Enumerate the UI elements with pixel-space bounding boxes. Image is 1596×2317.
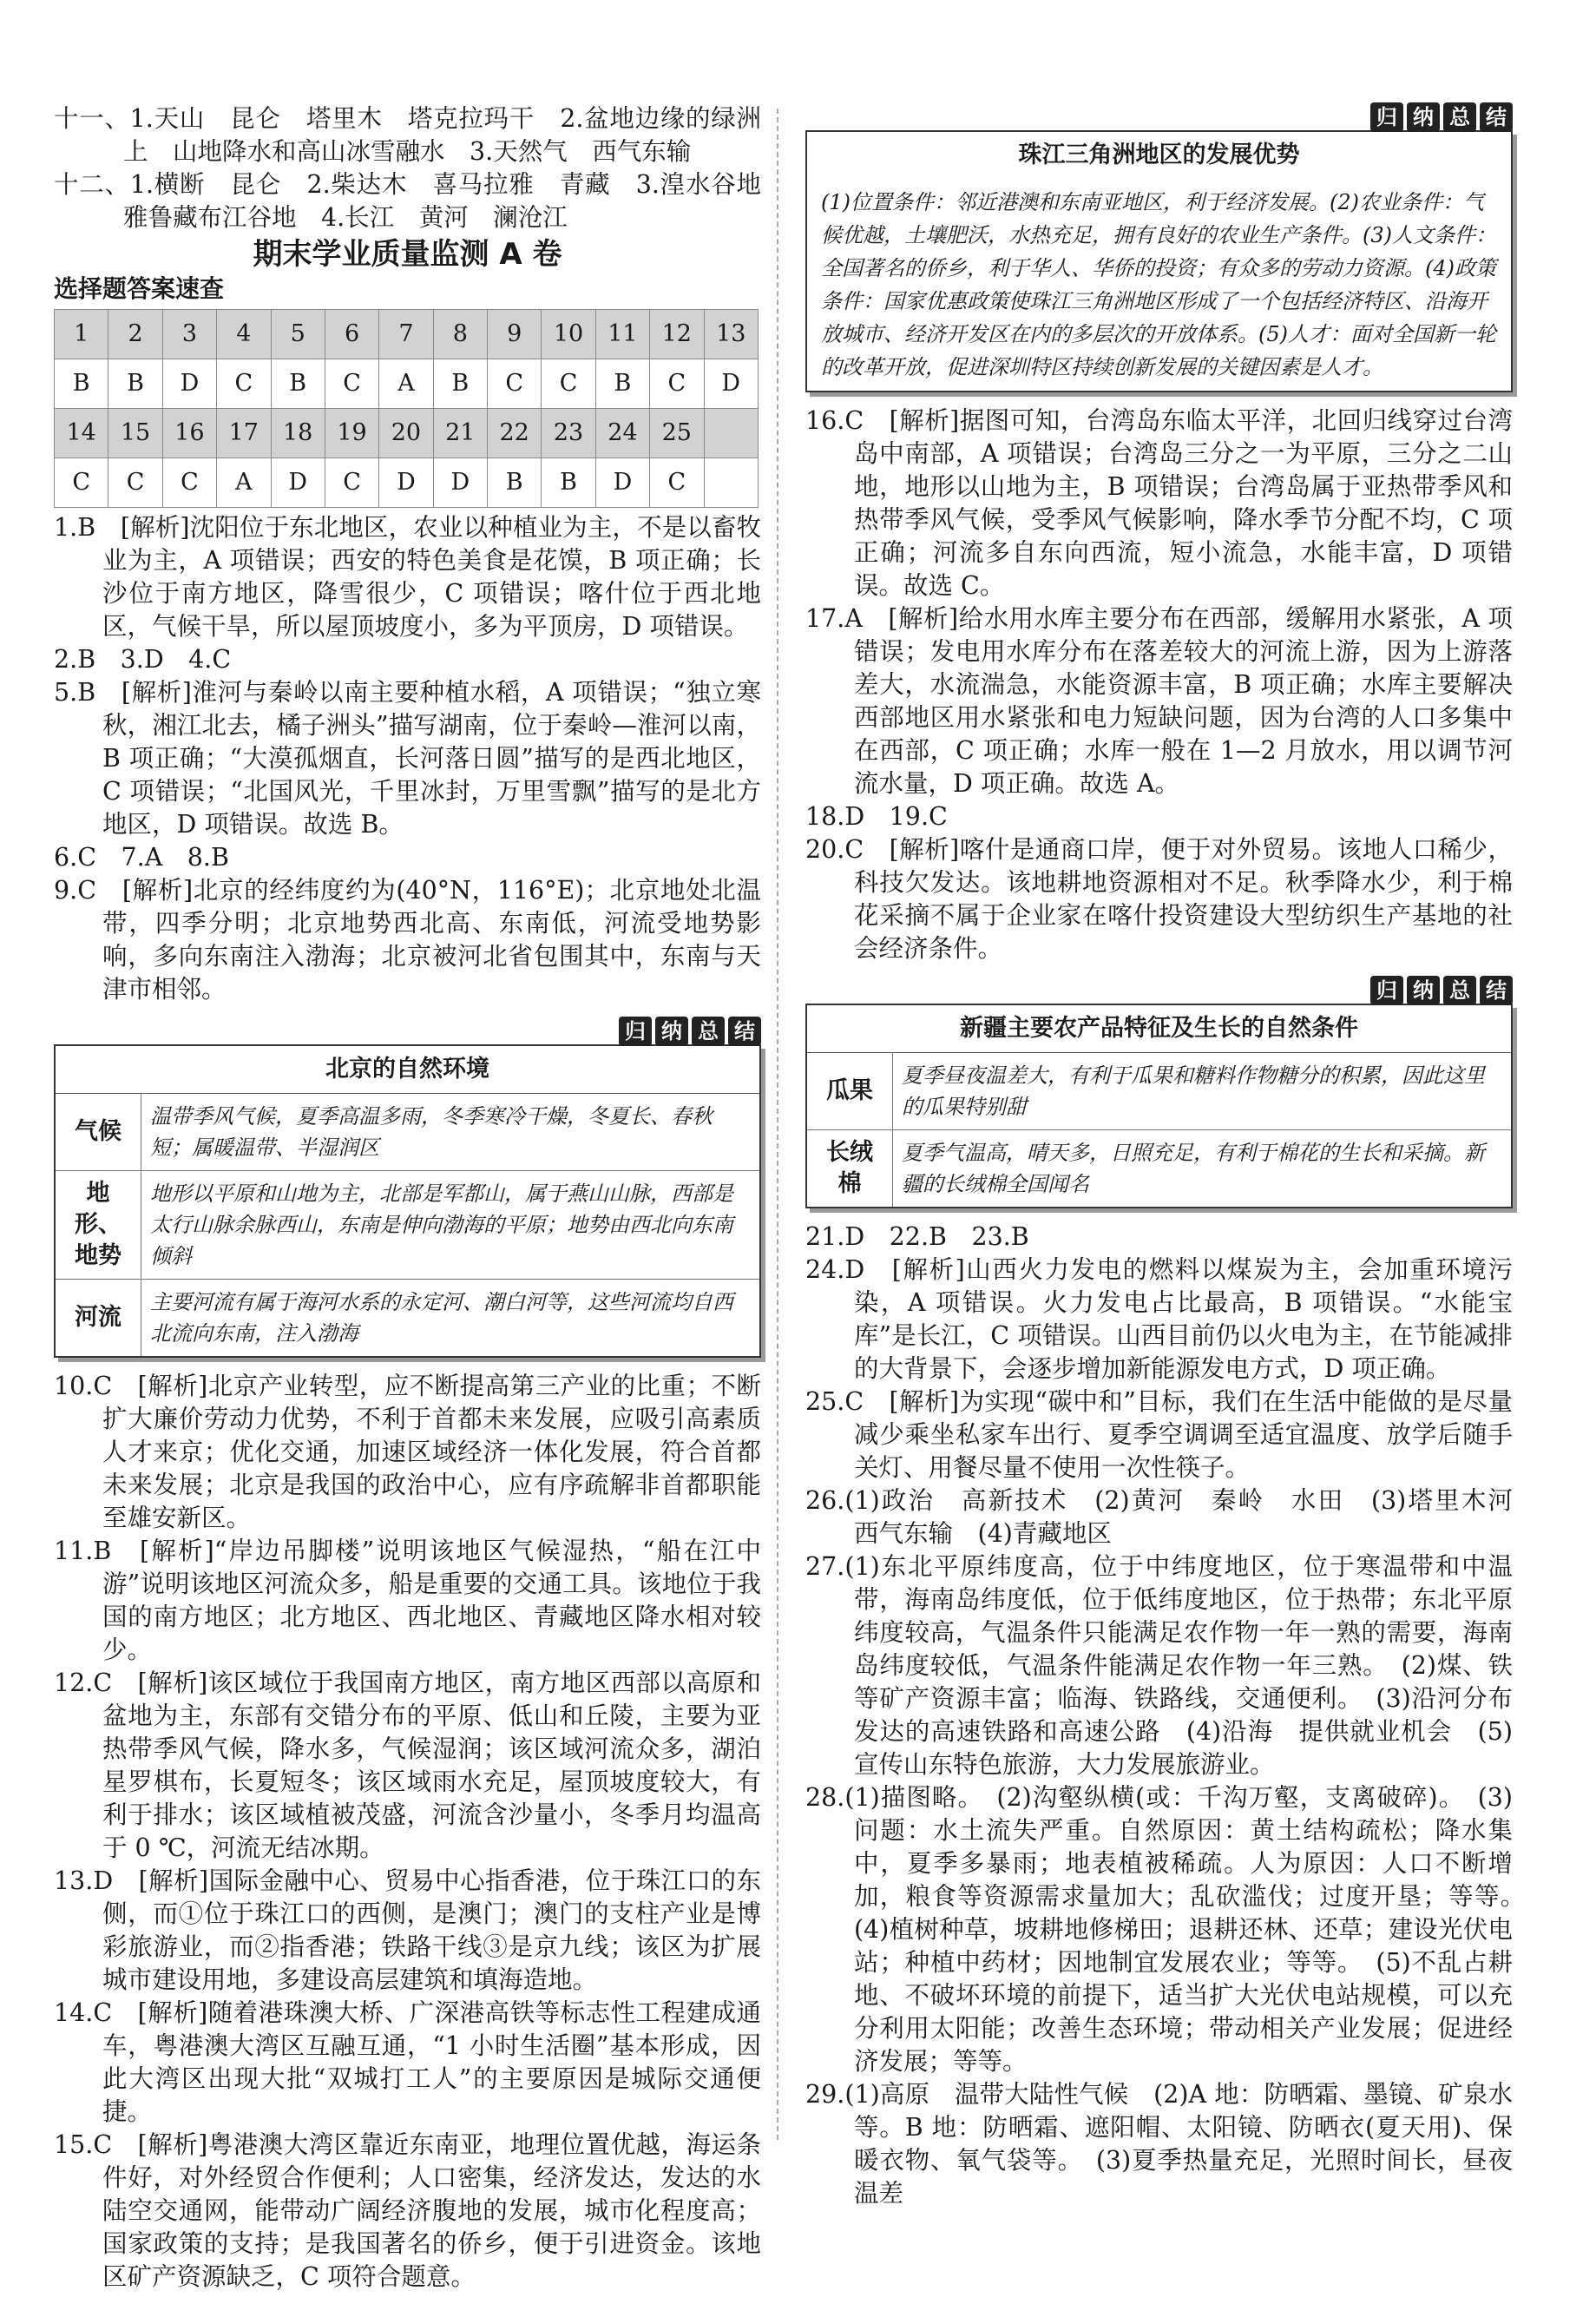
answer-cell: C [325, 458, 378, 508]
answer-cell: B [595, 359, 649, 409]
answer-cell: 10 [542, 310, 595, 359]
answer-cell: C [162, 458, 216, 508]
summary-row [56, 1171, 759, 1280]
answer-paragraph: 15.C [解析]粤港澳大湾区靠近东南亚，地理位置优越，海运条件好，对外经贸合作便利；人口密集，经济发达，发达的水陆空交通网，能带动广阔经济腹地的发展，城市化程度高；国家政策的支持；是我国著名的侨乡，便于引进资金。该地区矿产资源缺乏，C 项符合题意。 [54, 2130, 761, 2291]
answer-paragraph: 17.A [解析]给水用水库主要分布在西部，缓解用水紧张，A 项错误；发电用水库分布在落差较大的河流上游，因为上游落差大，水流湍急，水能资源丰富，B 项正确；水库主要解决西部地区用水紧张和电力短缺问题，因为台湾的人口多集中在西部，C 项正确；水库一般在 1—2 月放水，用以调节河流水量，D 项正确。故选 A。 [805, 604, 1513, 798]
summary-row [807, 1053, 1511, 1130]
summary-label: 河流 [56, 1280, 141, 1357]
box-title: 北京的自然环境 [56, 1046, 759, 1094]
answer-cell: B [55, 359, 108, 409]
answer-cell: 21 [433, 409, 487, 458]
answer-cell: 12 [650, 310, 704, 359]
answer-cell: 6 [325, 310, 378, 359]
summary-badge: 归 纳 总 结 [615, 1017, 761, 1046]
answer-cell: D [271, 458, 325, 508]
answer-paragraph: 26.(1)政治 高新技术 (2)黄河 秦岭 水田 (3)塔里木河 西气东输 (4)青藏地区 [805, 1486, 1538, 1548]
answer-cell: 14 [55, 409, 108, 458]
summary-box-prd [805, 105, 1513, 392]
answer-cell: C [488, 359, 542, 409]
answer-cell: 4 [217, 310, 271, 359]
answer-cell: C [542, 359, 595, 409]
answer-cell: 18 [271, 409, 325, 458]
answer-cell: D [595, 458, 649, 508]
answer-table [54, 309, 759, 508]
answer-paragraph: 十二、1.横断 昆仑 2.柴达木 喜马拉雅 青藏 3.湟水谷地 雅鲁藏布江谷地 4.长江 黄河 澜沧江 [54, 170, 786, 232]
summary-text: 夏季昼夜温差大，有利于瓜果和糖料作物糖分的积累，因此这里的瓜果特别甜 [902, 1063, 1485, 1119]
answer-paragraph: 16.C [解析]据图可知，台湾岛东临太平洋，北回归线穿过台湾岛中南部，A 项错误；台湾岛三分之一为平原，三分之二山地，地形以山地为主，B 项错误；台湾岛属于亚热带季风和热带季风气候，受季风气候影响，降水季节分配不均，C 项正确；河流多自东向西流，短小流急，水能丰富，D 项错误。故选 C。 [805, 406, 1513, 600]
answer-paragraph: 十一、1.天山 昆仑 塔里木 塔克拉玛干 2.盆地边缘的绿洲上 山地降水和高山冰雪融水 3.天然气 西气东输 [54, 104, 761, 166]
answer-cell: 5 [271, 310, 325, 359]
answer-cell: 15 [108, 409, 162, 458]
answer-paragraph: 12.C [解析]该区域位于我国南方地区，南方地区西部以高原和盆地为主，东部有交错分布的平原、低山和丘陵，主要为亚热带季风气候，降水多，气候湿润；该区域河流众多，湖泊星罗棋布，长夏短冬；该区域雨水充足，屋顶坡度较大，有利于排水；该区域植被茂盛，河流含沙量小，冬季月均温高于 0 ℃，河流无结冰期。 [54, 1669, 761, 1862]
right-column [805, 105, 1538, 2210]
answer-cell: B [488, 458, 542, 508]
answer-cell: A [217, 458, 271, 508]
answer-cell: 24 [595, 409, 649, 458]
answer-cell: 16 [162, 409, 216, 458]
summary-badge: 归 纳 总 结 [1367, 976, 1513, 1005]
answer-paragraph: 10.C [解析]北京产业转型，应不断提高第三产业的比重；不断扩大廉价劳动力优势，不利于首都未来发展，应吸引高素质人才来京；优化交通，加速区域经济一体化发展，符合首都未来发展；北京是我国的政治中心，应有序疏解非首都职能至雄安新区。 [54, 1372, 761, 1532]
answer-cell: 1 [55, 310, 108, 359]
answer-paragraph: 13.D [解析]国际金融中心、贸易中心指香港，位于珠江口的东侧，而①位于珠江口的西侧，是澳门；澳门的支柱产业是博彩旅游业，而②指香港；铁路干线③是京九线；该区为扩展城市建设用地，多建设高层建筑和填海造地。 [54, 1866, 761, 1994]
answer-cell: 3 [162, 310, 216, 359]
left-column [54, 102, 786, 2294]
exam-title: 期末学业质量监测 A 卷 [253, 237, 562, 272]
summary-label: 气候 [56, 1094, 141, 1171]
answer-paragraph: 1.B [解析]沈阳位于东北地区，农业以种植业为主，不是以畜牧业为主，A 项错误；西安的特色美食是花馍，B 项正确；长沙位于南方地区，降雪很少，C 项错误；喀什位于西北地区，气候干旱，所以屋顶坡度小，多为平顶房，D 项错误。 [54, 513, 761, 641]
box-text: (1)位置条件：邻近港澳和东南亚地区，利于经济发展。(2)农业条件：气候优越，土壤肥沃，水热充足，拥有良好的农业生产条件。(3)人文条件：全国著名的侨乡，利于华人、华侨的投资；有众多的劳动力资源。(4)政策条件：国家优惠政策使珠江三角洲地区形成了一个包括经济特区、沿海开放城市、经济开发区在内的多层次的开放体系。(5)人才：面对全国新一轮的改革开放，促进深圳特区持续创新发展的关键因素是人才。 [821, 190, 1496, 379]
answer-cell: C [55, 458, 108, 508]
answer-paragraph: 6.C 7.A 8.B [54, 843, 229, 872]
summary-label: 瓜果 [807, 1053, 893, 1130]
summary-box-beijing [54, 1019, 761, 1358]
answer-paragraph: 21.D 22.B 23.B [805, 1222, 1029, 1251]
answer-paragraph: 25.C [解析]为实现“碳中和”目标，我们在生活中能做的是尽量减少乘坐私家车出行、夏季空调调至适宜温度、放学后随手关灯、用餐尽量不使用一次性筷子。 [805, 1387, 1513, 1482]
answer-paragraph: 24.D [解析]山西火力发电的燃料以煤炭为主，会加重环境污染，A 项错误。火力发电占比最高，B 项错误。“水能宝库”是长江，C 项错误。山西目前仍以火电为主，在节能减排的大背景下，会逐步增加新能源发电方式，D 项正确。 [805, 1255, 1513, 1383]
answer-cell: 25 [650, 409, 704, 458]
answer-paragraph: 2.B 3.D 4.C [54, 645, 232, 674]
answer-cell: 13 [704, 310, 759, 359]
summary-label: 地形、地势 [56, 1171, 141, 1280]
answer-cell: B [542, 458, 595, 508]
answer-cell: D [433, 458, 487, 508]
answer-paragraph: 18.D 19.C [805, 802, 948, 831]
answer-paragraph: 11.B [解析]“岸边吊脚楼”说明该地区气候湿热，“船在江中游”说明该地区河流众多，船是重要的交通工具。该地位于我国的南方地区；北方地区、西北地区、青藏地区降水相对较少。 [54, 1537, 761, 1664]
answer-cell: 19 [325, 409, 378, 458]
answer-paragraph: 27.(1)东北平原纬度高，位于中纬度地区，位于寒温带和中温带，海南岛纬度低，位于低纬度地区，位于热带；东北平原纬度较高，气温条件只能满足农作物一年一熟的需要，海南岛纬度较低，气温条件能满足农作物一年三熟。 (2)煤、铁等矿产资源丰富；临海、铁路线，交通便利。 (3)沿河分布 发达的高速铁路和高速公路 (4)沿海 提供就业机会 (5)宣传山东特色旅游，大力发展旅游业。 [805, 1552, 1538, 1779]
answer-cell: C [325, 359, 378, 409]
answer-cell: D [162, 359, 216, 409]
answer-cell: 9 [488, 310, 542, 359]
answer-cell: 17 [217, 409, 271, 458]
summary-label: 长绒棉 [807, 1130, 893, 1208]
summary-text: 主要河流有属于海河水系的永定河、潮白河等，这些河流均自西北流向东南，注入渤海 [141, 1280, 760, 1357]
column-divider [777, 109, 778, 2140]
answer-cell: 22 [488, 409, 542, 458]
answer-cell: 23 [542, 409, 595, 458]
answer-cell: B [271, 359, 325, 409]
answer-cell: D [379, 458, 433, 508]
summary-text: 地形以平原和山地为主，北部是军都山，属于燕山山脉，西部是太行山脉余脉西山，东南是伸向渤海的平原；地势由西北向东南倾斜 [141, 1171, 760, 1280]
answer-cell: A [379, 359, 433, 409]
quick-answer-subtitle: 选择题答案速查 [54, 274, 225, 303]
answer-cell [704, 458, 759, 508]
summary-row [807, 1130, 1511, 1208]
box-title: 新疆主要农产品特征及生长的自然条件 [807, 1005, 1511, 1053]
answer-cell: 20 [379, 409, 433, 458]
answer-paragraph: 29.(1)高原 温带大陆性气候 (2)A 地：防晒霜、墨镜、矿泉水等。B 地：防晒霜、遮阳帽、太阳镜、防晒衣(夏天用)、保暖衣物、氧气袋等。 (3)夏季热量充足，光照时间长，昼夜温差 [805, 2080, 1513, 2208]
summary-row [56, 1094, 759, 1171]
answer-cell: C [650, 458, 704, 508]
answer-cell: B [108, 359, 162, 409]
summary-row [56, 1280, 759, 1357]
box-title: 珠江三角洲地区的发展优势 [1018, 142, 1300, 168]
summary-badge: 归 纳 总 结 [1367, 102, 1513, 132]
answer-paragraph: 5.B [解析]淮河与秦岭以南主要种植水稻，A 项错误；“独立寒秋，湘江北去，橘子洲头”描写湖南，位于秦岭—淮河以南，B 项正确；“大漠孤烟直，长河落日圆”描写的是西北地区，C 项错误；“北国风光，千里冰封，万里雪飘”描写的是北方地区，D 项错误。故选 B。 [54, 678, 761, 839]
summary-text: 夏季气温高，晴天多，日照充足，有利于棉花的生长和采摘。新疆的长绒棉全国闻名 [893, 1130, 1512, 1208]
answer-cell: C [217, 359, 271, 409]
answer-cell: D [704, 359, 759, 409]
answer-cell: B [433, 359, 487, 409]
answer-cell: C [108, 458, 162, 508]
answer-paragraph: 28.(1)描图略。 (2)沟壑纵横(或：千沟万壑，支离破碎)。 (3)问题：水土流失严重。自然原因：黄土结构疏松；降水集中，夏季多暴雨；地表植被稀疏。人为原因：人口不断增加，粮食等资源需求量加大；乱砍滥伐；过度开垦；等等。 (4)植树种草，坡耕地修梯田；退耕还林、还草；建设光伏电站；种植中药材；因地制宜发展农业；等等。 (5)不乱占耕地、不破坏环境的前提下，适当扩大光伏电站规模，可以充分利用太阳能；改善生态环境；带动相关产业发展；促进经济发展；等等。 [805, 1783, 1538, 2076]
answer-paragraph: 9.C [解析]北京的经纬度约为(40°N，116°E)；北京地处北温带，四季分明；北京地势西北高、东南低，河流受地势影响，多向东南注入渤海；北京被河北省包围其中，东南与天津市相邻。 [54, 876, 761, 1004]
answer-paragraph: 14.C [解析]随着港珠澳大桥、广深港高铁等标志性工程建成通车，粤港澳大湾区互融互通，“1 小时生活圈”基本形成，因此大湾区出现大批“双城打工人”的主要原因是城际交通便捷。 [54, 1998, 761, 2126]
answer-cell: 8 [433, 310, 487, 359]
answer-cell [704, 409, 759, 458]
answer-cell: 2 [108, 310, 162, 359]
answer-cell: C [650, 359, 704, 409]
answer-paragraph: 20.C [解析]喀什是通商口岸，便于对外贸易。该地人口稀少，科技欠发达。该地耕地资源相对不足。秋季降水少，利于棉花采摘不属于企业家在喀什投资建设大型纺织生产基地的社会经济条件。 [805, 835, 1513, 963]
summary-box-xinjiang [805, 978, 1513, 1208]
summary-text: 温带季风气候，夏季高温多雨，冬季寒冷干燥，冬夏长、春秋短；属暖温带、半湿润区 [150, 1104, 713, 1160]
answer-cell: 7 [379, 310, 433, 359]
answer-cell: 11 [595, 310, 649, 359]
